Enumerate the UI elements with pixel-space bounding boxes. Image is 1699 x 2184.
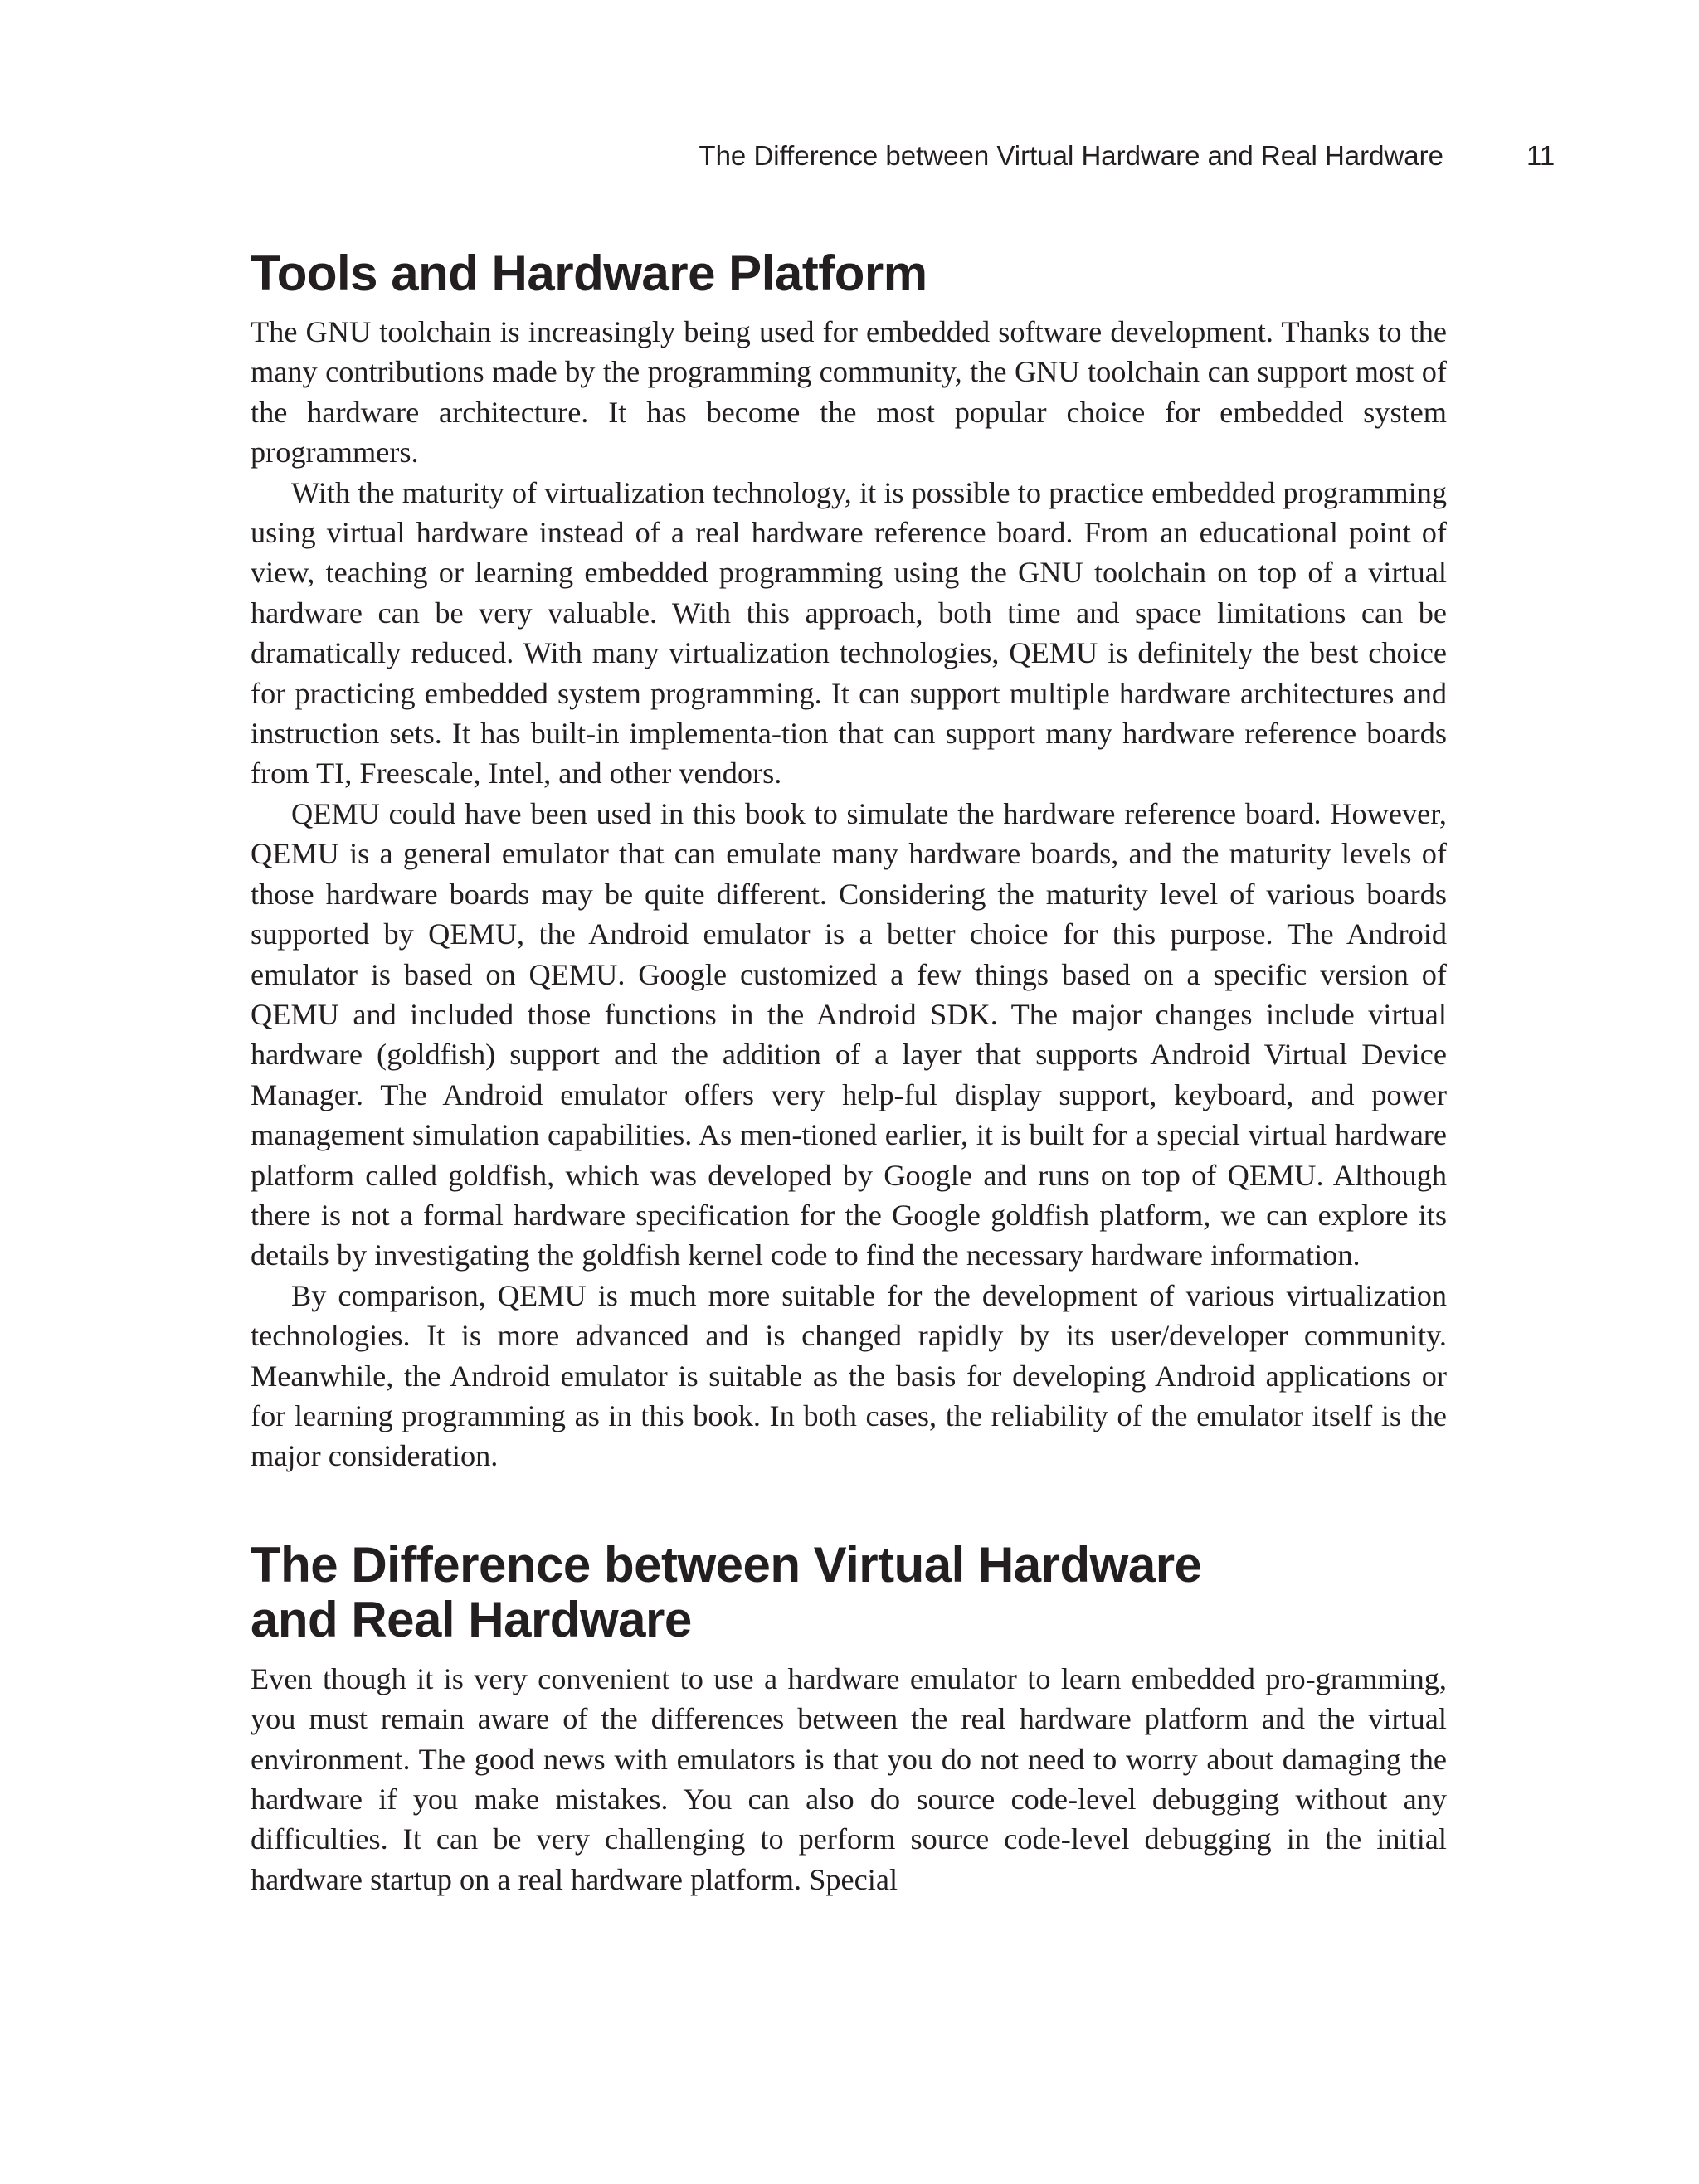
paragraph-virtualization: With the maturity of virtualization technology, it is possible to practice embedded programming using virtual hardware instead of a real hardware reference board. From an educational point of view, teaching or learning embedded programming using the GNU toolchain on top of a virtual hardware can be very valuable. With this approach, both time and space limitations can be dramatically reduced. With many virtualization technologies, QEMU is definitely the best choice for practicing embedded system programming. It can support multiple hardware architectures and instruction sets. It has built-in implementa-tion that can support many hardware reference boards from TI, Freescale, Intel, and other vendors.	[251, 475, 1447, 790]
running-head	[0, 139, 1699, 173]
section-heading-difference	[251, 1538, 1447, 1647]
section-heading-difference-line1: The Difference between Virtual Hardware	[251, 1536, 1202, 1593]
paragraph-emulator-differences: Even though it is very convenient to use a hardware emulator to learn embedded pro-gramming, you must remain aware of the differences between the real hardware platform and the virtual environment. The good news with emulators is that you do not need to worry about damaging the hardware if you make mistakes. You can also do source code-level debugging without any difficulties. It can be very challenging to perform source code-level debugging in the initial hardware startup on a real hardware platform. Special	[251, 1661, 1447, 1896]
page-content	[251, 247, 1447, 1899]
paragraph-gnu-toolchain: The GNU toolchain is increasingly being used for embedded software development. Thanks to the many contributions made by the programming community, the GNU toolchain can support most of the hardware architecture. It has become the most popular choice for embedded system programmers.	[251, 315, 1447, 469]
running-head-title: The Difference between Virtual Hardware and Real Hardware	[699, 140, 1443, 171]
paragraph-qemu-android: QEMU could have been used in this book to simulate the hardware reference board. However, QEMU is a general emulator that can emulate many hardware boards, and the maturity levels of those hardware boards may be quite different. Considering the maturity level of various boards supported by QEMU, the Android emulator is a better choice for this purpose. The Android emulator is based on QEMU. Google customized a few things based on a specific version of QEMU and included those functions in the Android SDK. The major changes include virtual hardware (goldfish) support and the addition of a layer that supports Android Virtual Device Manager. The Android emulator offers very help-ful display support, keyboard, and power management simulation capabilities. As men-tioned earlier, it is built for a special virtual hardware platform called goldfish, which was developed by Google and runs on top of QEMU. Although there is not a formal hardware specification for the Google goldfish platform, we can explore its details by investigating the goldfish kernel code to find the necessary hardware information.	[251, 796, 1447, 1272]
section-heading-tools: Tools and Hardware Platform	[251, 246, 927, 301]
paragraph-comparison: By comparison, QEMU is much more suitable for the development of various virtualization technologies. It is more advanced and is changed rapidly by its user/​developer community. Meanwhile, the Android emulator is suitable as the basis for developing Android applications or for learning programming as in this book. In both cases, the reliability of the emulator itself is the major consideration.	[251, 1278, 1447, 1473]
page-number: 11	[1526, 140, 1555, 171]
section-heading-difference-line2: and Real Hardware	[251, 1591, 692, 1647]
